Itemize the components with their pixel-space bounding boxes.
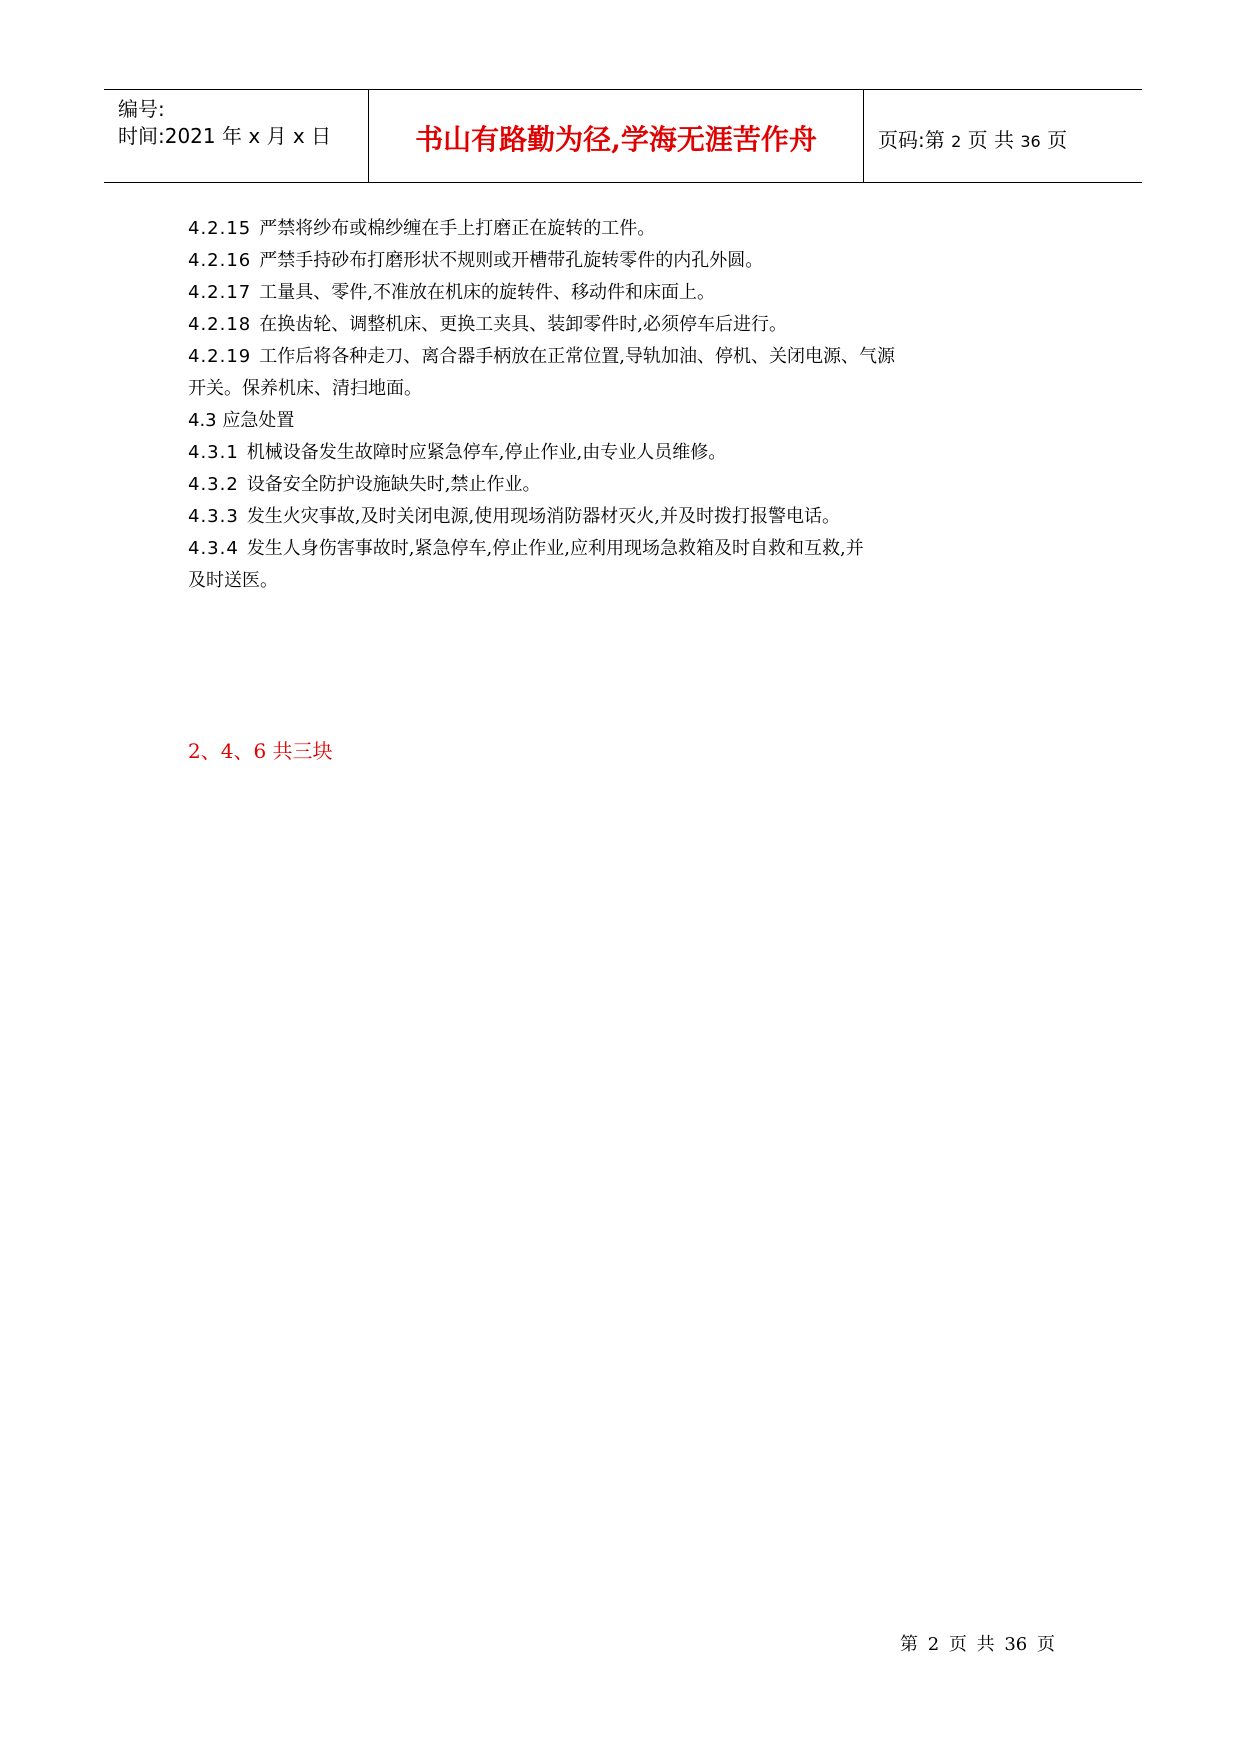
page-current: 2 [951, 132, 962, 151]
page-header [104, 89, 1142, 183]
item-text: 严禁将纱布或棉纱缠在手上打磨正在旋转的工件。 [259, 218, 656, 239]
item-text: 发生人身伤害事故时,紧急停车,停止作业,应利用现场急救箱及时自救和互救,并 [246, 538, 864, 559]
list-item-continuation: 及时送医。 [188, 570, 278, 591]
serial-label: 编号: [118, 97, 165, 121]
item-text: 机械设备发生故障时应紧急停车,停止作业,由专业人员维修。 [246, 442, 727, 463]
list-item [188, 309, 1068, 341]
list-item [188, 469, 1068, 501]
header-motto-cell [369, 90, 864, 182]
item-number: 4.3.3 [188, 506, 239, 527]
list-item [188, 213, 1068, 245]
item-number: 4.3.4 [188, 538, 239, 559]
item-number: 4.3.2 [188, 474, 239, 495]
list-item [188, 341, 1068, 373]
page-prefix: 页码:第 [878, 128, 945, 152]
item-number: 4.2.16 [188, 250, 252, 271]
item-text: 在换齿轮、调整机床、更换工夹具、装卸零件时,必须停车后进行。 [259, 314, 787, 335]
time-label: 时间:2021 年 x 月 x 日 [118, 124, 332, 148]
motto: 书山有路勤为径,学海无涯苦作舟 [415, 123, 817, 156]
list-item [188, 533, 1068, 565]
item-number: 4.2.19 [188, 346, 252, 367]
section-heading: 4.3 应急处置 [188, 410, 295, 431]
page-footer: 第 2 页 共 36 页 [900, 1634, 1055, 1655]
list-item [188, 277, 1068, 309]
item-text: 工作后将各种走刀、离合器手柄放在正常位置,导轨加油、停机、关闭电源、气源 [259, 346, 895, 367]
list-item [188, 501, 1068, 533]
page-suffix: 页 [1047, 128, 1068, 152]
red-note: 2、4、6 共三块 [188, 739, 333, 763]
page-total: 36 [1020, 132, 1041, 151]
list-item [188, 245, 1068, 277]
item-text: 发生火灾事故,及时关闭电源,使用现场消防器材灭火,并及时拨打报警电话。 [246, 506, 840, 527]
item-number: 4.2.18 [188, 314, 252, 335]
item-text: 工量具、零件,不准放在机床的旋转件、移动件和床面上。 [259, 282, 715, 303]
item-number: 4.2.17 [188, 282, 252, 303]
header-info-cell [104, 90, 369, 182]
document-body [188, 213, 1068, 597]
header-page-number [878, 124, 1067, 153]
page-mid: 页 共 [967, 128, 1015, 152]
list-item-continuation: 开关。保养机床、清扫地面。 [188, 378, 422, 399]
list-item [188, 437, 1068, 469]
item-text: 严禁手持砂布打磨形状不规则或开槽带孔旋转零件的内孔外圆。 [259, 250, 764, 271]
item-number: 4.3.1 [188, 442, 239, 463]
item-text: 设备安全防护设施缺失时,禁止作业。 [246, 474, 541, 495]
header-page-cell [864, 90, 1142, 182]
item-number: 4.2.15 [188, 218, 252, 239]
